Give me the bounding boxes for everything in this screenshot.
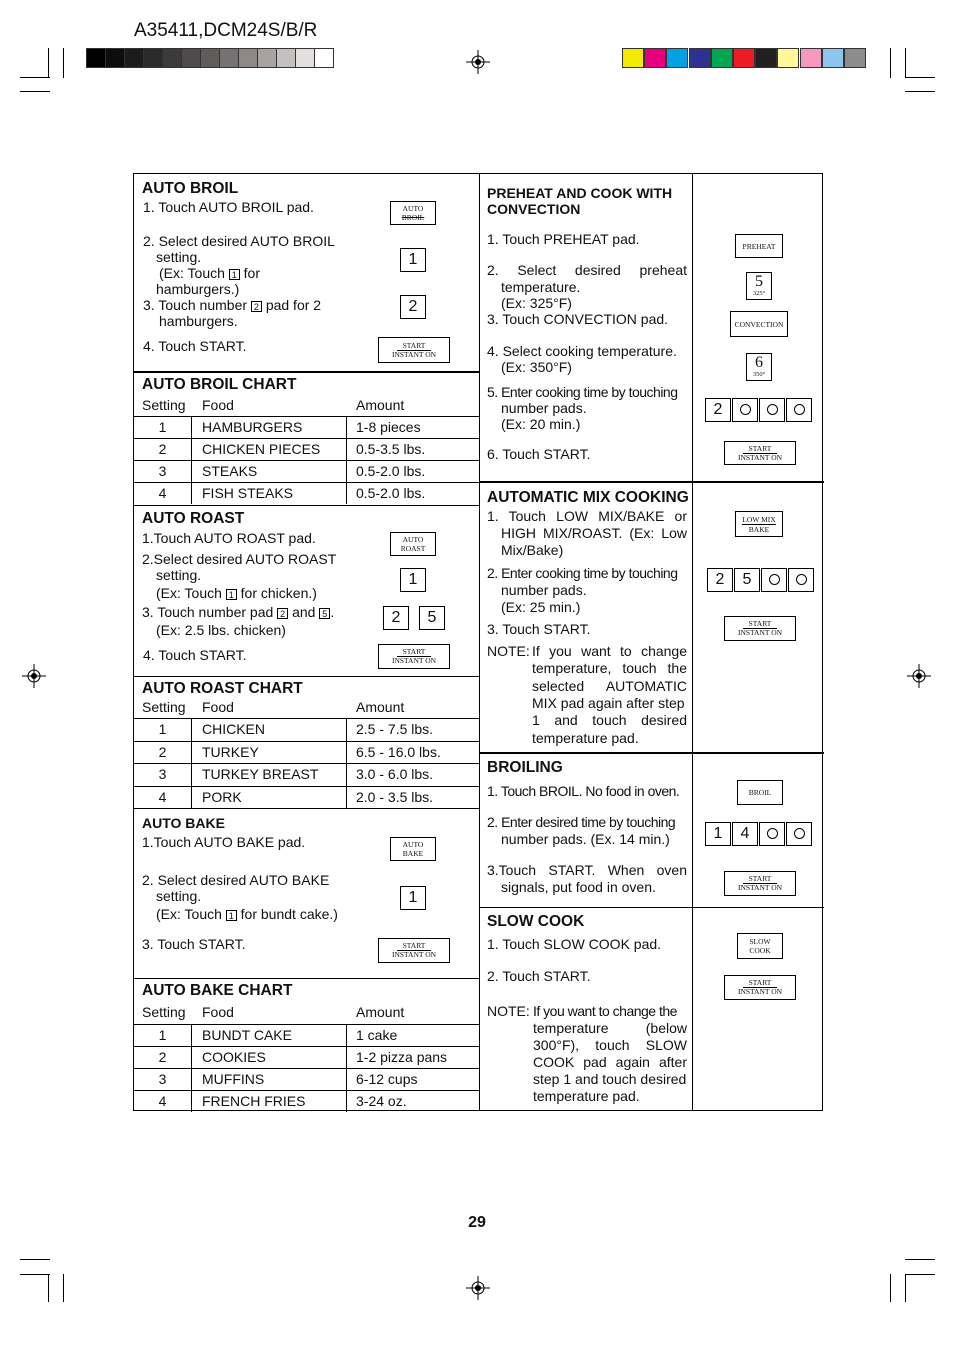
chart-cell-setting: 1 — [158, 419, 167, 435]
chart-cell-setting: 3 — [158, 1071, 167, 1087]
number-key-1: 1 — [400, 248, 426, 272]
chart-cell-setting: 4 — [158, 485, 167, 501]
auto-mix-step-3: 3. Touch START. — [487, 621, 591, 637]
start-pad: START INSTANT ON — [724, 441, 796, 465]
auto-mix-note-4: MIX pad again after step — [532, 695, 685, 711]
chart-cell-setting: 1 — [158, 1027, 167, 1043]
chart-cell-food: TURKEY BREAST — [202, 766, 319, 782]
auto-broil-step-1: 1. Touch AUTO BROIL pad. — [143, 199, 314, 215]
auto-broil-step-2-example: (Ex: Touch 1 for — [159, 265, 261, 281]
number-key-0 — [759, 822, 785, 846]
color-swatch — [689, 48, 711, 68]
chart-head-amount: Amount — [356, 397, 405, 413]
preheat-step-6: 6. Touch START. — [487, 446, 591, 462]
auto-roast-chart-title: AUTO ROAST CHART — [142, 680, 303, 697]
auto-mix-note-1: If you want to change — [532, 643, 687, 659]
auto-broil-step-3: 3. Touch number 2 pad for 2 — [143, 297, 322, 313]
auto-bake-step-2: 2. Select desired AUTO BAKE — [142, 872, 330, 888]
chart-cell-amount: 0.5-3.5 lbs. — [356, 441, 426, 457]
gray-swatch — [219, 48, 239, 68]
chart-cell-food: CHICKEN — [202, 721, 266, 737]
number-key-4: 4 — [732, 822, 758, 846]
chart-cell-food: COOKIES — [202, 1049, 266, 1065]
chart-cell-setting: 3 — [158, 463, 167, 479]
number-key-5: 5 — [734, 568, 760, 592]
auto-bake-pad: AUTO BAKE — [390, 837, 436, 861]
auto-bake-step-1: 1.Touch AUTO BAKE pad. — [142, 834, 306, 850]
registration-mark-bottom — [466, 1276, 490, 1300]
chart-head-setting: Setting — [142, 699, 186, 715]
auto-bake-step-3: 3. Touch START. — [142, 936, 246, 952]
gray-swatch — [105, 48, 125, 68]
preheat-title-line-1: PREHEAT AND COOK WITH — [487, 185, 673, 201]
auto-mix-note-5: 1 and touch desired — [532, 712, 687, 728]
broiling-title: BROILING — [487, 759, 563, 776]
chart-cell-amount: 1 cake — [356, 1027, 398, 1043]
color-swatch — [711, 48, 733, 68]
number-key-inline: 1 — [229, 269, 240, 280]
gray-swatch — [143, 48, 163, 68]
auto-broil-step-2-example-end: hamburgers.) — [156, 281, 240, 297]
chart-cell-food: MUFFINS — [202, 1071, 265, 1087]
start-pad: START INSTANT ON — [378, 644, 450, 669]
chart-head-food: Food — [202, 699, 234, 715]
instruction-table — [133, 173, 823, 1111]
auto-mix-note-label: NOTE: — [487, 643, 530, 659]
chart-cell-amount: 6.5 - 16.0 lbs. — [356, 743, 441, 760]
preheat-step-5-example: (Ex: 20 min.) — [501, 416, 581, 432]
color-swatch — [622, 48, 644, 68]
auto-broil-pad: AUTO BROIL — [390, 201, 436, 225]
number-key-inline: 2 — [277, 608, 288, 619]
auto-mix-title: AUTOMATIC MIX COOKING — [487, 489, 689, 506]
auto-broil-step-4: 4. Touch START. — [143, 338, 247, 354]
start-pad: START INSTANT ON — [378, 337, 450, 363]
number-key-inline: 2 — [251, 301, 262, 312]
chart-cell-food: CHICKEN PIECES — [202, 441, 321, 457]
color-swatch — [755, 48, 777, 68]
preheat-step-2-temp: temperature. — [501, 279, 581, 295]
chart-head-setting: Setting — [142, 1004, 186, 1020]
auto-mix-step-1-high: HIGH MIX/ROAST. (Ex: Low — [501, 525, 687, 541]
number-key-2: 2 — [707, 568, 733, 592]
broiling-step-3-signal: signals, put food in oven. — [501, 879, 656, 895]
color-swatch — [644, 48, 666, 68]
auto-bake-step-2-example: (Ex: Touch 1 for bundt cake.) — [156, 906, 338, 922]
preheat-step-1: 1. Touch PREHEAT pad. — [487, 231, 640, 247]
chart-cell-amount: 6-12 cups — [356, 1071, 418, 1087]
gray-swatch — [86, 48, 106, 68]
auto-mix-note-6: temperature pad. — [532, 730, 639, 746]
chart-cell-food: FISH STEAKS — [202, 485, 294, 501]
preheat-step-2-example: (Ex: 325°F) — [501, 295, 572, 311]
chart-head-food: Food — [202, 1004, 234, 1020]
color-swatch — [733, 48, 755, 68]
chart-cell-amount: 1-8 pieces — [356, 419, 421, 435]
slow-cook-note-3: 300°F), touch SLOW — [533, 1037, 687, 1053]
low-mix-bake-pad: LOW MIX BAKE — [735, 511, 783, 537]
gray-swatch — [181, 48, 201, 68]
chart-cell-amount: 0.5-2.0 lbs. — [356, 485, 426, 501]
preheat-step-4-example: (Ex: 350°F) — [501, 359, 572, 375]
slow-cook-note-1: If you want to change the — [533, 1003, 677, 1019]
auto-broil-title: AUTO BROIL — [142, 180, 239, 197]
number-key-2: 2 — [400, 295, 426, 319]
number-key-0 — [761, 568, 787, 592]
chart-head-setting: Setting — [142, 397, 186, 413]
number-key-inline: 1 — [226, 589, 237, 600]
chart-cell-amount: 0.5-2.0 lbs. — [356, 463, 426, 479]
preheat-step-4: 4. Select cooking temperature. — [487, 343, 677, 359]
preheat-pad: PREHEAT — [735, 234, 783, 258]
chart-cell-amount: 1-2 pizza pans — [356, 1049, 448, 1065]
gray-swatch — [276, 48, 296, 68]
chart-cell-amount: 2.5 - 7.5 lbs. — [356, 721, 434, 737]
auto-mix-step-2-pads: number pads. — [501, 582, 587, 598]
auto-roast-pad: AUTO ROAST — [390, 532, 436, 556]
number-key-inline: 1 — [226, 910, 237, 921]
chart-cell-food: BUNDT CAKE — [202, 1027, 292, 1043]
number-key-2: 2 — [705, 398, 731, 422]
preheat-step-5-pads: number pads. — [501, 400, 587, 416]
convection-pad: CONVECTION — [730, 311, 788, 337]
page-number: 29 — [468, 1214, 486, 1231]
auto-broil-chart-title: AUTO BROIL CHART — [142, 376, 297, 393]
slow-cook-title: SLOW COOK — [487, 913, 585, 930]
chart-cell-food: PORK — [202, 788, 242, 805]
number-key-0 — [732, 398, 758, 422]
color-swatch — [822, 48, 844, 68]
broiling-step-2: 2. Enter desired time by touching — [487, 814, 676, 830]
slow-cook-note-label: NOTE: — [487, 1003, 530, 1019]
start-pad: START INSTANT ON — [378, 938, 450, 963]
auto-mix-step-2-example: (Ex: 25 min.) — [501, 599, 581, 615]
gray-swatch — [314, 48, 334, 68]
auto-broil-step-3-end: hamburgers. — [159, 313, 238, 329]
chart-cell-amount: 3-24 oz. — [356, 1093, 407, 1109]
preheat-step-5: 5. Enter cooking time by touching — [487, 384, 678, 400]
chart-head-food: Food — [202, 397, 234, 413]
auto-mix-step-1-example: Mix/Bake) — [501, 542, 564, 558]
gray-swatch — [200, 48, 220, 68]
auto-broil-step-2-setting: setting. — [156, 249, 202, 265]
number-key-1: 1 — [400, 886, 426, 910]
auto-bake-chart-title: AUTO BAKE CHART — [142, 982, 293, 999]
auto-bake-step-2-setting: setting. — [156, 888, 202, 904]
color-swatch — [777, 48, 799, 68]
color-swatch — [844, 48, 866, 68]
document-model-title: A35411,DCM24S/B/R — [134, 20, 318, 41]
number-key-5: 5 325° — [746, 272, 772, 300]
preheat-step-2: 2. Select desired preheat — [487, 262, 687, 278]
number-key-0 — [788, 568, 814, 592]
registration-mark-right — [907, 664, 931, 688]
chart-cell-setting: 2 — [158, 441, 167, 457]
broiling-step-3: 3.Touch START. When oven — [487, 862, 687, 878]
start-pad: START INSTANT ON — [724, 975, 796, 1000]
gray-swatch — [295, 48, 315, 68]
preheat-title-line-2: CONVECTION — [487, 201, 581, 217]
number-key-1: 1 — [705, 822, 731, 846]
color-swatch — [800, 48, 822, 68]
slow-cook-note-6: temperature pad. — [533, 1088, 640, 1104]
broil-pad: BROIL — [737, 780, 783, 805]
chart-cell-food: TURKEY — [202, 743, 259, 760]
chart-cell-food: FRENCH FRIES — [202, 1093, 306, 1109]
chart-head-amount: Amount — [356, 1004, 405, 1020]
chart-cell-setting: 2 — [158, 743, 167, 760]
color-swatch — [666, 48, 688, 68]
chart-cell-food: STEAKS — [202, 463, 258, 479]
chart-cell-amount: 2.0 - 3.5 lbs. — [356, 788, 434, 805]
auto-roast-step-2: 2.Select desired AUTO ROAST — [142, 551, 337, 567]
registration-mark-left — [22, 664, 46, 688]
broiling-step-2-pads: number pads. (Ex. 14 min.) — [501, 831, 670, 847]
slow-cook-note-2: temperature (below — [533, 1020, 687, 1036]
slow-cook-step-1: 1. Touch SLOW COOK pad. — [487, 936, 662, 952]
chart-cell-setting: 4 — [158, 788, 167, 805]
chart-cell-setting: 4 — [158, 1093, 167, 1109]
chart-cell-setting: 2 — [158, 1049, 167, 1065]
slow-cook-note-5: step 1 and touch desired — [533, 1071, 687, 1087]
slow-cook-note-4: COOK pad again after — [533, 1054, 687, 1070]
chart-cell-setting: 3 — [158, 766, 167, 782]
auto-roast-step-2-setting: setting. — [156, 567, 202, 583]
gray-swatch — [238, 48, 258, 68]
auto-roast-step-4: 4. Touch START. — [143, 647, 247, 663]
auto-broil-step-2: 2. Select desired AUTO BROIL — [143, 233, 335, 249]
chart-cell-setting: 1 — [158, 721, 167, 737]
chart-head-amount: Amount — [356, 699, 405, 715]
gray-swatch — [257, 48, 277, 68]
start-pad: START INSTANT ON — [724, 616, 796, 641]
number-key-0 — [759, 398, 785, 422]
number-key-5: 5 — [419, 606, 445, 630]
auto-mix-step-1: 1. Touch LOW MIX/BAKE or — [487, 508, 687, 524]
auto-mix-step-2: 2. Enter cooking time by touching — [487, 565, 678, 581]
auto-mix-note-2: temperature, touch the — [532, 660, 687, 676]
number-key-1: 1 — [400, 568, 426, 592]
slow-cook-step-2: 2. Touch START. — [487, 968, 591, 984]
gray-swatch — [124, 48, 144, 68]
chart-cell-food: HAMBURGERS — [202, 419, 303, 435]
chart-cell-amount: 3.0 - 6.0 lbs. — [356, 766, 434, 782]
auto-bake-title: AUTO BAKE — [142, 815, 225, 831]
auto-mix-note-3: selected AUTOMATIC — [532, 678, 687, 694]
preheat-step-3: 3. Touch CONVECTION pad. — [487, 311, 669, 327]
auto-roast-step-3-example: (Ex: 2.5 lbs. chicken) — [156, 622, 286, 638]
number-key-0 — [786, 398, 812, 422]
number-key-0 — [786, 822, 812, 846]
registration-mark-top — [466, 50, 490, 74]
auto-roast-step-2-example: (Ex: Touch 1 for chicken.) — [156, 585, 317, 601]
number-key-6: 6 350° — [746, 353, 772, 381]
auto-roast-step-1: 1.Touch AUTO ROAST pad. — [142, 530, 316, 546]
slow-cook-pad: SLOW COOK — [737, 933, 783, 959]
number-key-2: 2 — [383, 606, 409, 630]
broiling-step-1: 1. Touch BROIL. No food in oven. — [487, 783, 680, 799]
start-pad: START INSTANT ON — [724, 871, 796, 896]
auto-roast-step-3: 3. Touch number pad 2 and 5 . — [142, 604, 335, 620]
number-key-inline: 5 — [319, 608, 330, 619]
auto-roast-title: AUTO ROAST — [142, 510, 245, 527]
gray-swatch — [162, 48, 182, 68]
